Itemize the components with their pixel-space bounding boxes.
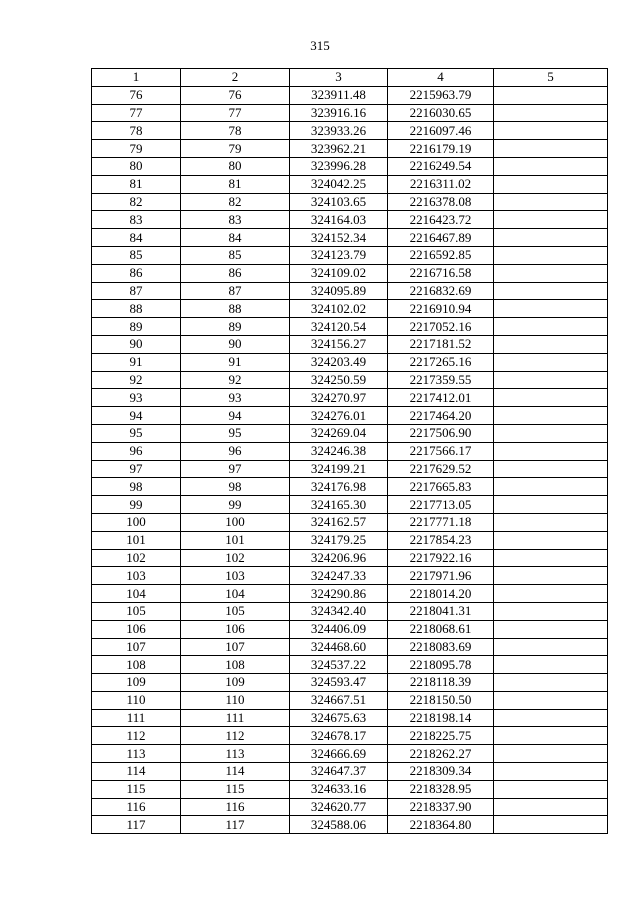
note-cell bbox=[494, 211, 608, 229]
note-cell bbox=[494, 674, 608, 692]
point-number-cell: 91 bbox=[92, 353, 181, 371]
table-row bbox=[92, 318, 608, 336]
page-number: 315 bbox=[310, 38, 330, 53]
x-coordinate-cell: 324199.21 bbox=[290, 460, 388, 478]
y-coordinate-cell: 2218068.61 bbox=[388, 620, 494, 638]
point-id-cell: 116 bbox=[181, 798, 290, 816]
point-number-cell: 90 bbox=[92, 335, 181, 353]
table-row bbox=[92, 602, 608, 620]
note-cell bbox=[494, 229, 608, 247]
table-row bbox=[92, 193, 608, 211]
point-number-cell: 114 bbox=[92, 763, 181, 781]
table-row bbox=[92, 407, 608, 425]
table-row bbox=[92, 371, 608, 389]
point-id-cell: 100 bbox=[181, 513, 290, 531]
x-coordinate-cell: 324120.54 bbox=[290, 318, 388, 336]
point-id-cell: 92 bbox=[181, 371, 290, 389]
table-row bbox=[92, 104, 608, 122]
point-number-cell: 113 bbox=[92, 745, 181, 763]
note-cell bbox=[494, 193, 608, 211]
x-coordinate-cell: 324270.97 bbox=[290, 389, 388, 407]
note-cell bbox=[494, 602, 608, 620]
note-cell bbox=[494, 264, 608, 282]
y-coordinate-cell: 2216592.85 bbox=[388, 246, 494, 264]
note-cell bbox=[494, 798, 608, 816]
table-row bbox=[92, 211, 608, 229]
note-cell bbox=[494, 656, 608, 674]
x-coordinate-cell: 324206.96 bbox=[290, 549, 388, 567]
point-id-cell: 96 bbox=[181, 442, 290, 460]
note-cell bbox=[494, 585, 608, 603]
point-number-cell: 92 bbox=[92, 371, 181, 389]
note-cell bbox=[494, 567, 608, 585]
table-row bbox=[92, 638, 608, 656]
y-coordinate-cell: 2218150.50 bbox=[388, 691, 494, 709]
y-coordinate-cell: 2216910.94 bbox=[388, 300, 494, 318]
y-coordinate-cell: 2217971.96 bbox=[388, 567, 494, 585]
point-number-cell: 89 bbox=[92, 318, 181, 336]
table-row bbox=[92, 496, 608, 514]
x-coordinate-cell: 324537.22 bbox=[290, 656, 388, 674]
x-coordinate-cell: 324588.06 bbox=[290, 816, 388, 834]
point-id-cell: 98 bbox=[181, 478, 290, 496]
y-coordinate-cell: 2217052.16 bbox=[388, 318, 494, 336]
table-row bbox=[92, 300, 608, 318]
y-coordinate-cell: 2217665.83 bbox=[388, 478, 494, 496]
x-coordinate-cell: 324176.98 bbox=[290, 478, 388, 496]
x-coordinate-cell: 324269.04 bbox=[290, 424, 388, 442]
point-number-cell: 94 bbox=[92, 407, 181, 425]
point-id-cell: 101 bbox=[181, 531, 290, 549]
note-cell bbox=[494, 175, 608, 193]
table-row bbox=[92, 157, 608, 175]
note-cell bbox=[494, 335, 608, 353]
x-coordinate-cell: 323916.16 bbox=[290, 104, 388, 122]
note-cell bbox=[494, 140, 608, 158]
point-number-cell: 84 bbox=[92, 229, 181, 247]
point-number-cell: 93 bbox=[92, 389, 181, 407]
point-id-cell: 114 bbox=[181, 763, 290, 781]
point-id-cell: 95 bbox=[181, 424, 290, 442]
point-number-cell: 116 bbox=[92, 798, 181, 816]
y-coordinate-cell: 2218328.95 bbox=[388, 780, 494, 798]
x-coordinate-cell: 324103.65 bbox=[290, 193, 388, 211]
table-row bbox=[92, 122, 608, 140]
point-number-cell: 110 bbox=[92, 691, 181, 709]
point-id-cell: 115 bbox=[181, 780, 290, 798]
point-number-cell: 81 bbox=[92, 175, 181, 193]
column-header: 4 bbox=[388, 69, 494, 87]
point-number-cell: 101 bbox=[92, 531, 181, 549]
note-cell bbox=[494, 763, 608, 781]
point-number-cell: 109 bbox=[92, 674, 181, 692]
note-cell bbox=[494, 780, 608, 798]
y-coordinate-cell: 2217771.18 bbox=[388, 513, 494, 531]
x-coordinate-cell: 324342.40 bbox=[290, 602, 388, 620]
x-coordinate-cell: 324678.17 bbox=[290, 727, 388, 745]
y-coordinate-cell: 2218225.75 bbox=[388, 727, 494, 745]
y-coordinate-cell: 2218262.27 bbox=[388, 745, 494, 763]
note-cell bbox=[494, 460, 608, 478]
column-header: 2 bbox=[181, 69, 290, 87]
note-cell bbox=[494, 549, 608, 567]
table-row bbox=[92, 86, 608, 104]
y-coordinate-cell: 2217566.17 bbox=[388, 442, 494, 460]
x-coordinate-cell: 324164.03 bbox=[290, 211, 388, 229]
x-coordinate-cell: 324406.09 bbox=[290, 620, 388, 638]
point-id-cell: 78 bbox=[181, 122, 290, 140]
point-number-cell: 111 bbox=[92, 709, 181, 727]
table-row bbox=[92, 513, 608, 531]
table-row bbox=[92, 674, 608, 692]
point-id-cell: 109 bbox=[181, 674, 290, 692]
table-row bbox=[92, 656, 608, 674]
x-coordinate-cell: 324156.27 bbox=[290, 335, 388, 353]
table-row bbox=[92, 709, 608, 727]
point-id-cell: 81 bbox=[181, 175, 290, 193]
point-number-cell: 98 bbox=[92, 478, 181, 496]
note-cell bbox=[494, 282, 608, 300]
note-cell bbox=[494, 424, 608, 442]
x-coordinate-cell: 323911.48 bbox=[290, 86, 388, 104]
y-coordinate-cell: 2217629.52 bbox=[388, 460, 494, 478]
note-cell bbox=[494, 727, 608, 745]
point-number-cell: 96 bbox=[92, 442, 181, 460]
table-body bbox=[92, 86, 608, 833]
point-number-cell: 102 bbox=[92, 549, 181, 567]
point-number-cell: 106 bbox=[92, 620, 181, 638]
y-coordinate-cell: 2218083.69 bbox=[388, 638, 494, 656]
point-id-cell: 86 bbox=[181, 264, 290, 282]
point-number-cell: 117 bbox=[92, 816, 181, 834]
table-row bbox=[92, 727, 608, 745]
point-id-cell: 80 bbox=[181, 157, 290, 175]
point-id-cell: 76 bbox=[181, 86, 290, 104]
x-coordinate-cell: 324162.57 bbox=[290, 513, 388, 531]
table-row bbox=[92, 478, 608, 496]
x-coordinate-cell: 324102.02 bbox=[290, 300, 388, 318]
y-coordinate-cell: 2216179.19 bbox=[388, 140, 494, 158]
x-coordinate-cell: 324620.77 bbox=[290, 798, 388, 816]
point-id-cell: 104 bbox=[181, 585, 290, 603]
table-row bbox=[92, 140, 608, 158]
table-row bbox=[92, 780, 608, 798]
y-coordinate-cell: 2215963.79 bbox=[388, 86, 494, 104]
point-id-cell: 102 bbox=[181, 549, 290, 567]
point-id-cell: 84 bbox=[181, 229, 290, 247]
point-number-cell: 85 bbox=[92, 246, 181, 264]
note-cell bbox=[494, 157, 608, 175]
table-row bbox=[92, 175, 608, 193]
y-coordinate-cell: 2217265.16 bbox=[388, 353, 494, 371]
point-id-cell: 113 bbox=[181, 745, 290, 763]
note-cell bbox=[494, 691, 608, 709]
point-id-cell: 77 bbox=[181, 104, 290, 122]
coordinates-table bbox=[91, 68, 608, 834]
y-coordinate-cell: 2218095.78 bbox=[388, 656, 494, 674]
y-coordinate-cell: 2216311.02 bbox=[388, 175, 494, 193]
x-coordinate-cell: 324109.02 bbox=[290, 264, 388, 282]
point-id-cell: 89 bbox=[181, 318, 290, 336]
point-id-cell: 87 bbox=[181, 282, 290, 300]
point-number-cell: 83 bbox=[92, 211, 181, 229]
point-id-cell: 91 bbox=[181, 353, 290, 371]
point-number-cell: 82 bbox=[92, 193, 181, 211]
x-coordinate-cell: 324246.38 bbox=[290, 442, 388, 460]
y-coordinate-cell: 2216716.58 bbox=[388, 264, 494, 282]
x-coordinate-cell: 324247.33 bbox=[290, 567, 388, 585]
x-coordinate-cell: 323962.21 bbox=[290, 140, 388, 158]
column-header: 5 bbox=[494, 69, 608, 87]
table-header-row bbox=[92, 69, 608, 87]
note-cell bbox=[494, 407, 608, 425]
x-coordinate-cell: 324179.25 bbox=[290, 531, 388, 549]
x-coordinate-cell: 324152.34 bbox=[290, 229, 388, 247]
x-coordinate-cell: 324042.25 bbox=[290, 175, 388, 193]
table-row bbox=[92, 229, 608, 247]
table-row bbox=[92, 389, 608, 407]
point-number-cell: 112 bbox=[92, 727, 181, 745]
point-id-cell: 112 bbox=[181, 727, 290, 745]
note-cell bbox=[494, 104, 608, 122]
point-number-cell: 107 bbox=[92, 638, 181, 656]
table-row bbox=[92, 816, 608, 834]
x-coordinate-cell: 324667.51 bbox=[290, 691, 388, 709]
x-coordinate-cell: 324468.60 bbox=[290, 638, 388, 656]
note-cell bbox=[494, 620, 608, 638]
point-id-cell: 111 bbox=[181, 709, 290, 727]
table-row bbox=[92, 246, 608, 264]
point-number-cell: 78 bbox=[92, 122, 181, 140]
y-coordinate-cell: 2216030.65 bbox=[388, 104, 494, 122]
point-id-cell: 99 bbox=[181, 496, 290, 514]
y-coordinate-cell: 2217854.23 bbox=[388, 531, 494, 549]
y-coordinate-cell: 2217359.55 bbox=[388, 371, 494, 389]
note-cell bbox=[494, 318, 608, 336]
point-id-cell: 117 bbox=[181, 816, 290, 834]
y-coordinate-cell: 2218364.80 bbox=[388, 816, 494, 834]
point-id-cell: 90 bbox=[181, 335, 290, 353]
note-cell bbox=[494, 496, 608, 514]
y-coordinate-cell: 2216832.69 bbox=[388, 282, 494, 300]
x-coordinate-cell: 324276.01 bbox=[290, 407, 388, 425]
y-coordinate-cell: 2216249.54 bbox=[388, 157, 494, 175]
table-row bbox=[92, 335, 608, 353]
table-row bbox=[92, 264, 608, 282]
point-number-cell: 108 bbox=[92, 656, 181, 674]
point-number-cell: 104 bbox=[92, 585, 181, 603]
table-row bbox=[92, 460, 608, 478]
point-number-cell: 87 bbox=[92, 282, 181, 300]
x-coordinate-cell: 323996.28 bbox=[290, 157, 388, 175]
table-row bbox=[92, 585, 608, 603]
note-cell bbox=[494, 478, 608, 496]
point-number-cell: 105 bbox=[92, 602, 181, 620]
point-number-cell: 80 bbox=[92, 157, 181, 175]
x-coordinate-cell: 324593.47 bbox=[290, 674, 388, 692]
column-header: 1 bbox=[92, 69, 181, 87]
note-cell bbox=[494, 442, 608, 460]
point-id-cell: 110 bbox=[181, 691, 290, 709]
y-coordinate-cell: 2217713.05 bbox=[388, 496, 494, 514]
table-row bbox=[92, 567, 608, 585]
point-id-cell: 94 bbox=[181, 407, 290, 425]
point-number-cell: 77 bbox=[92, 104, 181, 122]
x-coordinate-cell: 324675.63 bbox=[290, 709, 388, 727]
x-coordinate-cell: 324203.49 bbox=[290, 353, 388, 371]
x-coordinate-cell: 324123.79 bbox=[290, 246, 388, 264]
x-coordinate-cell: 324165.30 bbox=[290, 496, 388, 514]
point-number-cell: 88 bbox=[92, 300, 181, 318]
point-number-cell: 97 bbox=[92, 460, 181, 478]
y-coordinate-cell: 2217506.90 bbox=[388, 424, 494, 442]
x-coordinate-cell: 324095.89 bbox=[290, 282, 388, 300]
y-coordinate-cell: 2216467.89 bbox=[388, 229, 494, 247]
y-coordinate-cell: 2218337.90 bbox=[388, 798, 494, 816]
table-row bbox=[92, 691, 608, 709]
point-id-cell: 103 bbox=[181, 567, 290, 585]
point-number-cell: 76 bbox=[92, 86, 181, 104]
note-cell bbox=[494, 389, 608, 407]
point-id-cell: 88 bbox=[181, 300, 290, 318]
point-id-cell: 106 bbox=[181, 620, 290, 638]
x-coordinate-cell: 324290.86 bbox=[290, 585, 388, 603]
note-cell bbox=[494, 300, 608, 318]
point-number-cell: 100 bbox=[92, 513, 181, 531]
point-number-cell: 79 bbox=[92, 140, 181, 158]
y-coordinate-cell: 2217464.20 bbox=[388, 407, 494, 425]
note-cell bbox=[494, 513, 608, 531]
x-coordinate-cell: 324250.59 bbox=[290, 371, 388, 389]
y-coordinate-cell: 2217922.16 bbox=[388, 549, 494, 567]
point-id-cell: 105 bbox=[181, 602, 290, 620]
point-number-cell: 103 bbox=[92, 567, 181, 585]
note-cell bbox=[494, 353, 608, 371]
y-coordinate-cell: 2216378.08 bbox=[388, 193, 494, 211]
y-coordinate-cell: 2216423.72 bbox=[388, 211, 494, 229]
y-coordinate-cell: 2218014.20 bbox=[388, 585, 494, 603]
y-coordinate-cell: 2217412.01 bbox=[388, 389, 494, 407]
y-coordinate-cell: 2218041.31 bbox=[388, 602, 494, 620]
note-cell bbox=[494, 371, 608, 389]
point-id-cell: 85 bbox=[181, 246, 290, 264]
table-row bbox=[92, 763, 608, 781]
note-cell bbox=[494, 709, 608, 727]
point-number-cell: 99 bbox=[92, 496, 181, 514]
note-cell bbox=[494, 745, 608, 763]
x-coordinate-cell: 323933.26 bbox=[290, 122, 388, 140]
x-coordinate-cell: 324666.69 bbox=[290, 745, 388, 763]
point-number-cell: 115 bbox=[92, 780, 181, 798]
table-row bbox=[92, 620, 608, 638]
y-coordinate-cell: 2218198.14 bbox=[388, 709, 494, 727]
point-id-cell: 97 bbox=[181, 460, 290, 478]
note-cell bbox=[494, 246, 608, 264]
point-id-cell: 93 bbox=[181, 389, 290, 407]
y-coordinate-cell: 2218118.39 bbox=[388, 674, 494, 692]
x-coordinate-cell: 324633.16 bbox=[290, 780, 388, 798]
table-row bbox=[92, 282, 608, 300]
table-row bbox=[92, 531, 608, 549]
y-coordinate-cell: 2217181.52 bbox=[388, 335, 494, 353]
point-id-cell: 107 bbox=[181, 638, 290, 656]
point-id-cell: 82 bbox=[181, 193, 290, 211]
y-coordinate-cell: 2216097.46 bbox=[388, 122, 494, 140]
table-row bbox=[92, 798, 608, 816]
column-header: 3 bbox=[290, 69, 388, 87]
table-row bbox=[92, 424, 608, 442]
point-id-cell: 79 bbox=[181, 140, 290, 158]
table-row bbox=[92, 353, 608, 371]
y-coordinate-cell: 2218309.34 bbox=[388, 763, 494, 781]
point-number-cell: 86 bbox=[92, 264, 181, 282]
note-cell bbox=[494, 86, 608, 104]
point-id-cell: 108 bbox=[181, 656, 290, 674]
note-cell bbox=[494, 816, 608, 834]
table-row bbox=[92, 442, 608, 460]
note-cell bbox=[494, 122, 608, 140]
point-id-cell: 83 bbox=[181, 211, 290, 229]
table-row bbox=[92, 745, 608, 763]
table-row bbox=[92, 549, 608, 567]
x-coordinate-cell: 324647.37 bbox=[290, 763, 388, 781]
note-cell bbox=[494, 531, 608, 549]
note-cell bbox=[494, 638, 608, 656]
point-number-cell: 95 bbox=[92, 424, 181, 442]
